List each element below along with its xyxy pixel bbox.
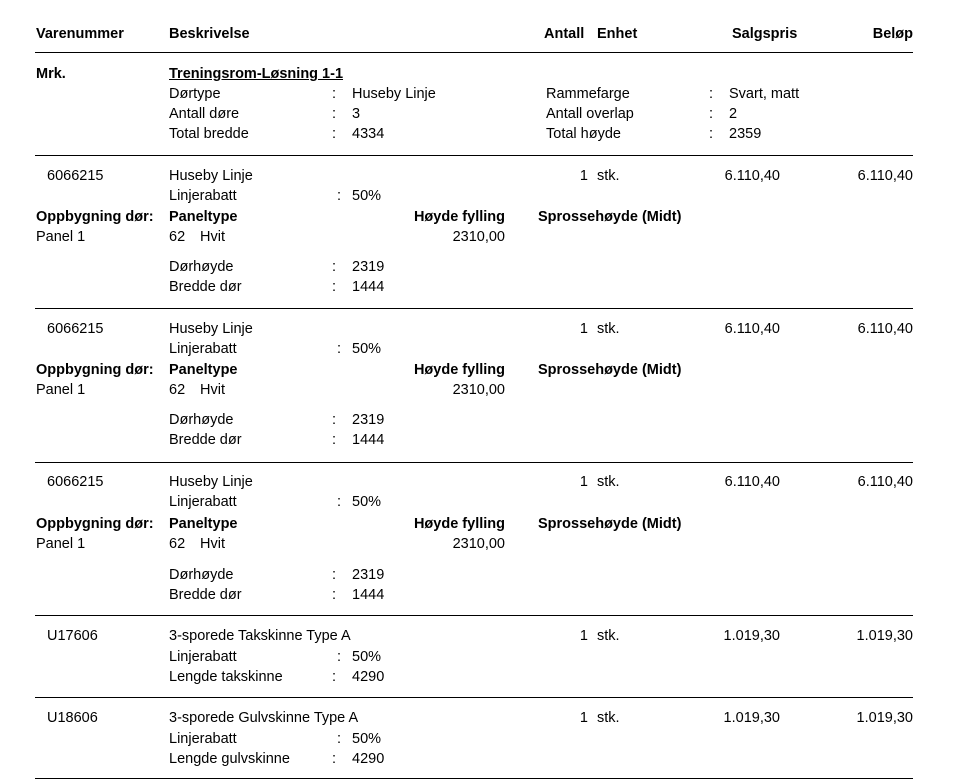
mrk-left-label-0: Dørtype bbox=[169, 86, 221, 102]
sep: : bbox=[337, 188, 342, 204]
mrk-left-value-0: Huseby Linje bbox=[352, 86, 436, 102]
item-price: 1.019,30 bbox=[723, 628, 780, 644]
panel-code: 62 bbox=[169, 536, 186, 552]
section-divider bbox=[35, 155, 913, 156]
item-number: 6066215 bbox=[47, 168, 104, 184]
door-width-value: 1444 bbox=[352, 279, 385, 295]
discount-label: Linjerabatt bbox=[169, 731, 237, 747]
header-salgspris: Salgspris bbox=[732, 26, 798, 42]
sep: : bbox=[332, 567, 337, 583]
item-price: 6.110,40 bbox=[724, 321, 780, 337]
header-antall: Antall bbox=[544, 26, 585, 42]
mrk-sep: : bbox=[332, 106, 337, 122]
item-description: Huseby Linje bbox=[169, 168, 253, 184]
mrk-right-label-0: Rammefarge bbox=[546, 86, 630, 102]
mrk-sep: : bbox=[709, 106, 714, 122]
row-divider bbox=[35, 697, 913, 698]
mrk-label: Mrk. bbox=[36, 66, 66, 82]
discount-label: Linjerabatt bbox=[169, 649, 237, 665]
header-divider bbox=[35, 52, 913, 53]
panel-color: Hvit bbox=[200, 536, 225, 552]
item-unit: stk. bbox=[597, 474, 620, 490]
panel-code: 62 bbox=[169, 382, 186, 398]
mrk-right-value-2: 2359 bbox=[729, 126, 762, 142]
mrk-left-value-1: 3 bbox=[352, 106, 361, 122]
header-beskrivelse: Beskrivelse bbox=[169, 26, 250, 42]
panel-color: Hvit bbox=[200, 382, 225, 398]
sep: : bbox=[332, 432, 337, 448]
discount-label: Linjerabatt bbox=[169, 494, 237, 510]
header-varenummer: Varenummer bbox=[36, 26, 124, 42]
door-build-label: Oppbygning dør: bbox=[36, 516, 154, 532]
mrk-right-label-1: Antall overlap bbox=[546, 106, 634, 122]
panel-code: 62 bbox=[169, 229, 186, 245]
item-description: 3-sporede Takskinne Type A bbox=[169, 628, 351, 644]
door-height-label: Dørhøyde bbox=[169, 259, 234, 275]
item-unit: stk. bbox=[597, 710, 620, 726]
fill-height-label: Høyde fylling bbox=[413, 209, 505, 225]
door-height-value: 2319 bbox=[352, 259, 385, 275]
item-number: U17606 bbox=[47, 628, 98, 644]
discount-label: Linjerabatt bbox=[169, 188, 237, 204]
discount-label: Linjerabatt bbox=[169, 341, 237, 357]
item-description: Huseby Linje bbox=[169, 321, 253, 337]
fill-height-label: Høyde fylling bbox=[413, 362, 505, 378]
row-divider bbox=[35, 778, 913, 779]
sep: : bbox=[332, 587, 337, 603]
rail-length-label: Lengde takskinne bbox=[169, 669, 283, 685]
panel-color: Hvit bbox=[200, 229, 225, 245]
item-unit: stk. bbox=[597, 321, 620, 337]
item-quantity: 1 bbox=[579, 628, 588, 644]
mrk-right-label-2: Total høyde bbox=[546, 126, 621, 142]
item-unit: stk. bbox=[597, 168, 620, 184]
door-build-label: Oppbygning dør: bbox=[36, 362, 154, 378]
item-price: 6.110,40 bbox=[724, 474, 780, 490]
fill-height-label: Høyde fylling bbox=[413, 516, 505, 532]
discount-value: 50% bbox=[352, 649, 382, 665]
door-height-label: Dørhøyde bbox=[169, 412, 234, 428]
row-divider bbox=[35, 462, 913, 463]
header-enhet: Enhet bbox=[597, 26, 638, 42]
panel-type-label: Paneltype bbox=[169, 362, 238, 378]
panel-name: Panel 1 bbox=[36, 229, 86, 245]
sep: : bbox=[337, 731, 342, 747]
mrk-title: Treningsrom-Løsning 1-1 bbox=[169, 66, 344, 82]
item-quantity: 1 bbox=[579, 168, 588, 184]
discount-value: 50% bbox=[352, 341, 382, 357]
panel-type-label: Paneltype bbox=[169, 516, 238, 532]
item-amount: 6.110,40 bbox=[857, 321, 913, 337]
sprosse-height-label: Sprossehøyde (Midt) bbox=[538, 209, 682, 225]
discount-value: 50% bbox=[352, 188, 382, 204]
item-number: 6066215 bbox=[47, 474, 104, 490]
mrk-sep: : bbox=[332, 86, 337, 102]
fill-height-value: 2310,00 bbox=[452, 229, 505, 245]
mrk-sep: : bbox=[709, 86, 714, 102]
panel-type-label: Paneltype bbox=[169, 209, 238, 225]
item-unit: stk. bbox=[597, 628, 620, 644]
row-divider bbox=[35, 615, 913, 616]
header-belop: Beløp bbox=[872, 26, 913, 42]
row-divider bbox=[35, 308, 913, 309]
rail-length-value: 4290 bbox=[352, 669, 385, 685]
panel-name: Panel 1 bbox=[36, 382, 86, 398]
item-quantity: 1 bbox=[579, 474, 588, 490]
sep: : bbox=[332, 259, 337, 275]
door-height-value: 2319 bbox=[352, 412, 385, 428]
door-height-label: Dørhøyde bbox=[169, 567, 234, 583]
item-price: 6.110,40 bbox=[724, 168, 780, 184]
item-amount: 6.110,40 bbox=[857, 168, 913, 184]
door-width-label: Bredde dør bbox=[169, 279, 242, 295]
item-quantity: 1 bbox=[579, 321, 588, 337]
sep: : bbox=[337, 649, 342, 665]
item-description: 3-sporede Gulvskinne Type A bbox=[169, 710, 359, 726]
panel-name: Panel 1 bbox=[36, 536, 86, 552]
item-number: U18606 bbox=[47, 710, 98, 726]
door-width-label: Bredde dør bbox=[169, 587, 242, 603]
discount-value: 50% bbox=[352, 731, 382, 747]
sep: : bbox=[332, 751, 337, 767]
fill-height-value: 2310,00 bbox=[452, 536, 505, 552]
rail-length-label: Lengde gulvskinne bbox=[169, 751, 290, 767]
item-amount: 1.019,30 bbox=[856, 710, 913, 726]
door-width-value: 1444 bbox=[352, 432, 385, 448]
sep: : bbox=[332, 412, 337, 428]
mrk-left-label-1: Antall døre bbox=[169, 106, 240, 122]
door-build-label: Oppbygning dør: bbox=[36, 209, 154, 225]
sep: : bbox=[337, 494, 342, 510]
door-width-label: Bredde dør bbox=[169, 432, 242, 448]
mrk-left-label-2: Total bredde bbox=[169, 126, 249, 142]
discount-value: 50% bbox=[352, 494, 382, 510]
item-amount: 1.019,30 bbox=[856, 628, 913, 644]
sep: : bbox=[332, 669, 337, 685]
item-quantity: 1 bbox=[579, 710, 588, 726]
mrk-right-value-0: Svart, matt bbox=[729, 86, 800, 102]
fill-height-value: 2310,00 bbox=[452, 382, 505, 398]
mrk-sep: : bbox=[332, 126, 337, 142]
item-description: Huseby Linje bbox=[169, 474, 253, 490]
item-amount: 6.110,40 bbox=[857, 474, 913, 490]
sep: : bbox=[332, 279, 337, 295]
mrk-left-value-2: 4334 bbox=[352, 126, 385, 142]
sep: : bbox=[337, 341, 342, 357]
item-number: 6066215 bbox=[47, 321, 104, 337]
sprosse-height-label: Sprossehøyde (Midt) bbox=[538, 516, 682, 532]
sprosse-height-label: Sprossehøyde (Midt) bbox=[538, 362, 682, 378]
door-height-value: 2319 bbox=[352, 567, 385, 583]
item-price: 1.019,30 bbox=[723, 710, 780, 726]
door-width-value: 1444 bbox=[352, 587, 385, 603]
rail-length-value: 4290 bbox=[352, 751, 385, 767]
mrk-sep: : bbox=[709, 126, 714, 142]
mrk-right-value-1: 2 bbox=[729, 106, 738, 122]
